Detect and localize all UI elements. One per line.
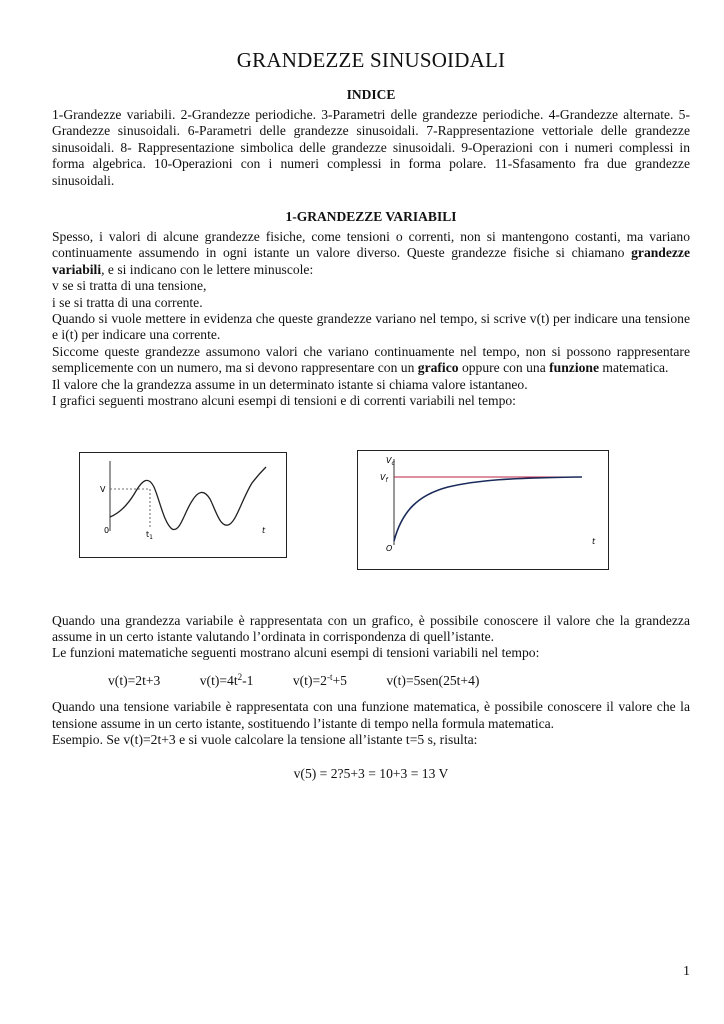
figure-charging-curve: [357, 450, 609, 570]
term-funzione: funzione: [549, 360, 600, 376]
document-page: [52, 48, 690, 782]
label-t: t: [592, 536, 596, 546]
line-tension: v se si tratta di una tensione,: [52, 278, 207, 294]
term-grandezze-variabili: grandezze variabili: [52, 245, 690, 277]
paragraph-instantaneous-value: Il valore che la grandezza assume in un determinato istante si chiama valore istantaneo.: [52, 376, 528, 392]
variable-wave-graph: [80, 453, 286, 557]
charging-curve: [394, 477, 582, 541]
term-grafico: grafico: [417, 360, 459, 376]
formula-quadratic: $v(t)=4t^2-1$: [199, 671, 254, 689]
paragraph-representation: Siccome queste grandezze assumono valori che variano continuamente nel tempo, non si possono rappresentare semplicemente con un numero, ma si devono rappresentare con un grafico oppure con una funzione matematica.: [52, 343, 690, 376]
charging-curve-graph: [358, 451, 608, 569]
paragraph-function-evaluation: Quando una tensione variabile è rappresentata con una funzione matematica, è possibile conoscere il valore che la tensione assume in un certo istante, sostituendo l’istante di tempo nella formula matematica.: [52, 699, 690, 731]
label-origin: 0: [104, 525, 110, 535]
paragraph-graph-reading: Quando una grandezza variabile è rappresentata con un grafico, è possibile conoscere il valore che la grandezza assume in un certo istante valutando l’ordinata in corrispondenza di quell’istante.: [52, 612, 690, 644]
paragraph-graph-intro: I grafici seguenti mostrano alcuni esempi di tensioni e di correnti variabili nel tempo:: [52, 393, 516, 409]
paragraph-time-notation: Quando si vuole mettere in evidenza che queste grandezze variano nel tempo, si scrive v(t) per indicare una tensione e i(t) per indicare una corrente.: [52, 311, 690, 343]
example-result: v(5) = 2?5+3 = 10+3 = 13 V: [293, 766, 449, 782]
formula-linear: v(t)=2t+3: [108, 673, 161, 689]
document-title: GRANDEZZE SINUSOIDALI: [236, 48, 506, 72]
label-vc: $V_c$: [386, 455, 395, 467]
figure-variable-wave: [79, 452, 287, 558]
formula-sinusoidal: v(t)=5sen(25t+4): [386, 673, 480, 689]
index-heading: INDICE: [346, 87, 396, 102]
paragraph-functions-intro: Le funzioni matematiche seguenti mostrano alcuni esempi di tensioni variabili nel tempo:: [52, 645, 540, 661]
page-number: 1: [683, 964, 690, 979]
section-heading-variable-quantities: 1-GRANDEZZE VARIABILI: [285, 209, 457, 225]
figures-row: [52, 420, 690, 610]
paragraph-intro: Spesso, i valori di alcune grandezze fisiche, come tensioni o correnti, non si mantengono costanti, ma variano continuamente assumendo in ogni istante un valore diverso. Queste grandezze fisiche si chiamano grandezze variabili, e si indicano con le lettere minuscole:: [52, 229, 690, 277]
label-origin: O: [386, 543, 393, 553]
label-vf: $V_f$: [380, 472, 388, 484]
paragraph-example: Esempio. Se v(t)=2t+3 e si vuole calcolare la tensione all’istante t=5 s, risulta:: [52, 732, 478, 748]
formula-list: [108, 672, 690, 690]
index-text: 1-Grandezze variabili. 2-Grandezze periodiche. 3-Parametri delle grandezze periodiche. 4-Grandezze alternate. 5-Grandezze sinusoidali. 6-Parametri delle grandezze sinusoidali. 7-Rappresentazione vettoriale delle grandezze sinusoidali. 8- Rappresentazione simbolica delle grandezze sinusoidali. 9-Operazioni con i numeri complessi in forma algebrica. 10-Operazioni con i numeri complessi in forma polare. 11-Sfasamento fra due grandezze sinusoidali.: [52, 107, 690, 188]
label-v: V: [100, 484, 106, 494]
formula-exponential: $v(t)=2^{-t}+5$: [292, 671, 347, 689]
label-t: t: [262, 525, 266, 535]
wave-curve: [110, 467, 266, 530]
line-current: i se si tratta di una corrente.: [52, 294, 203, 310]
label-t1: $t_1$: [146, 529, 153, 541]
